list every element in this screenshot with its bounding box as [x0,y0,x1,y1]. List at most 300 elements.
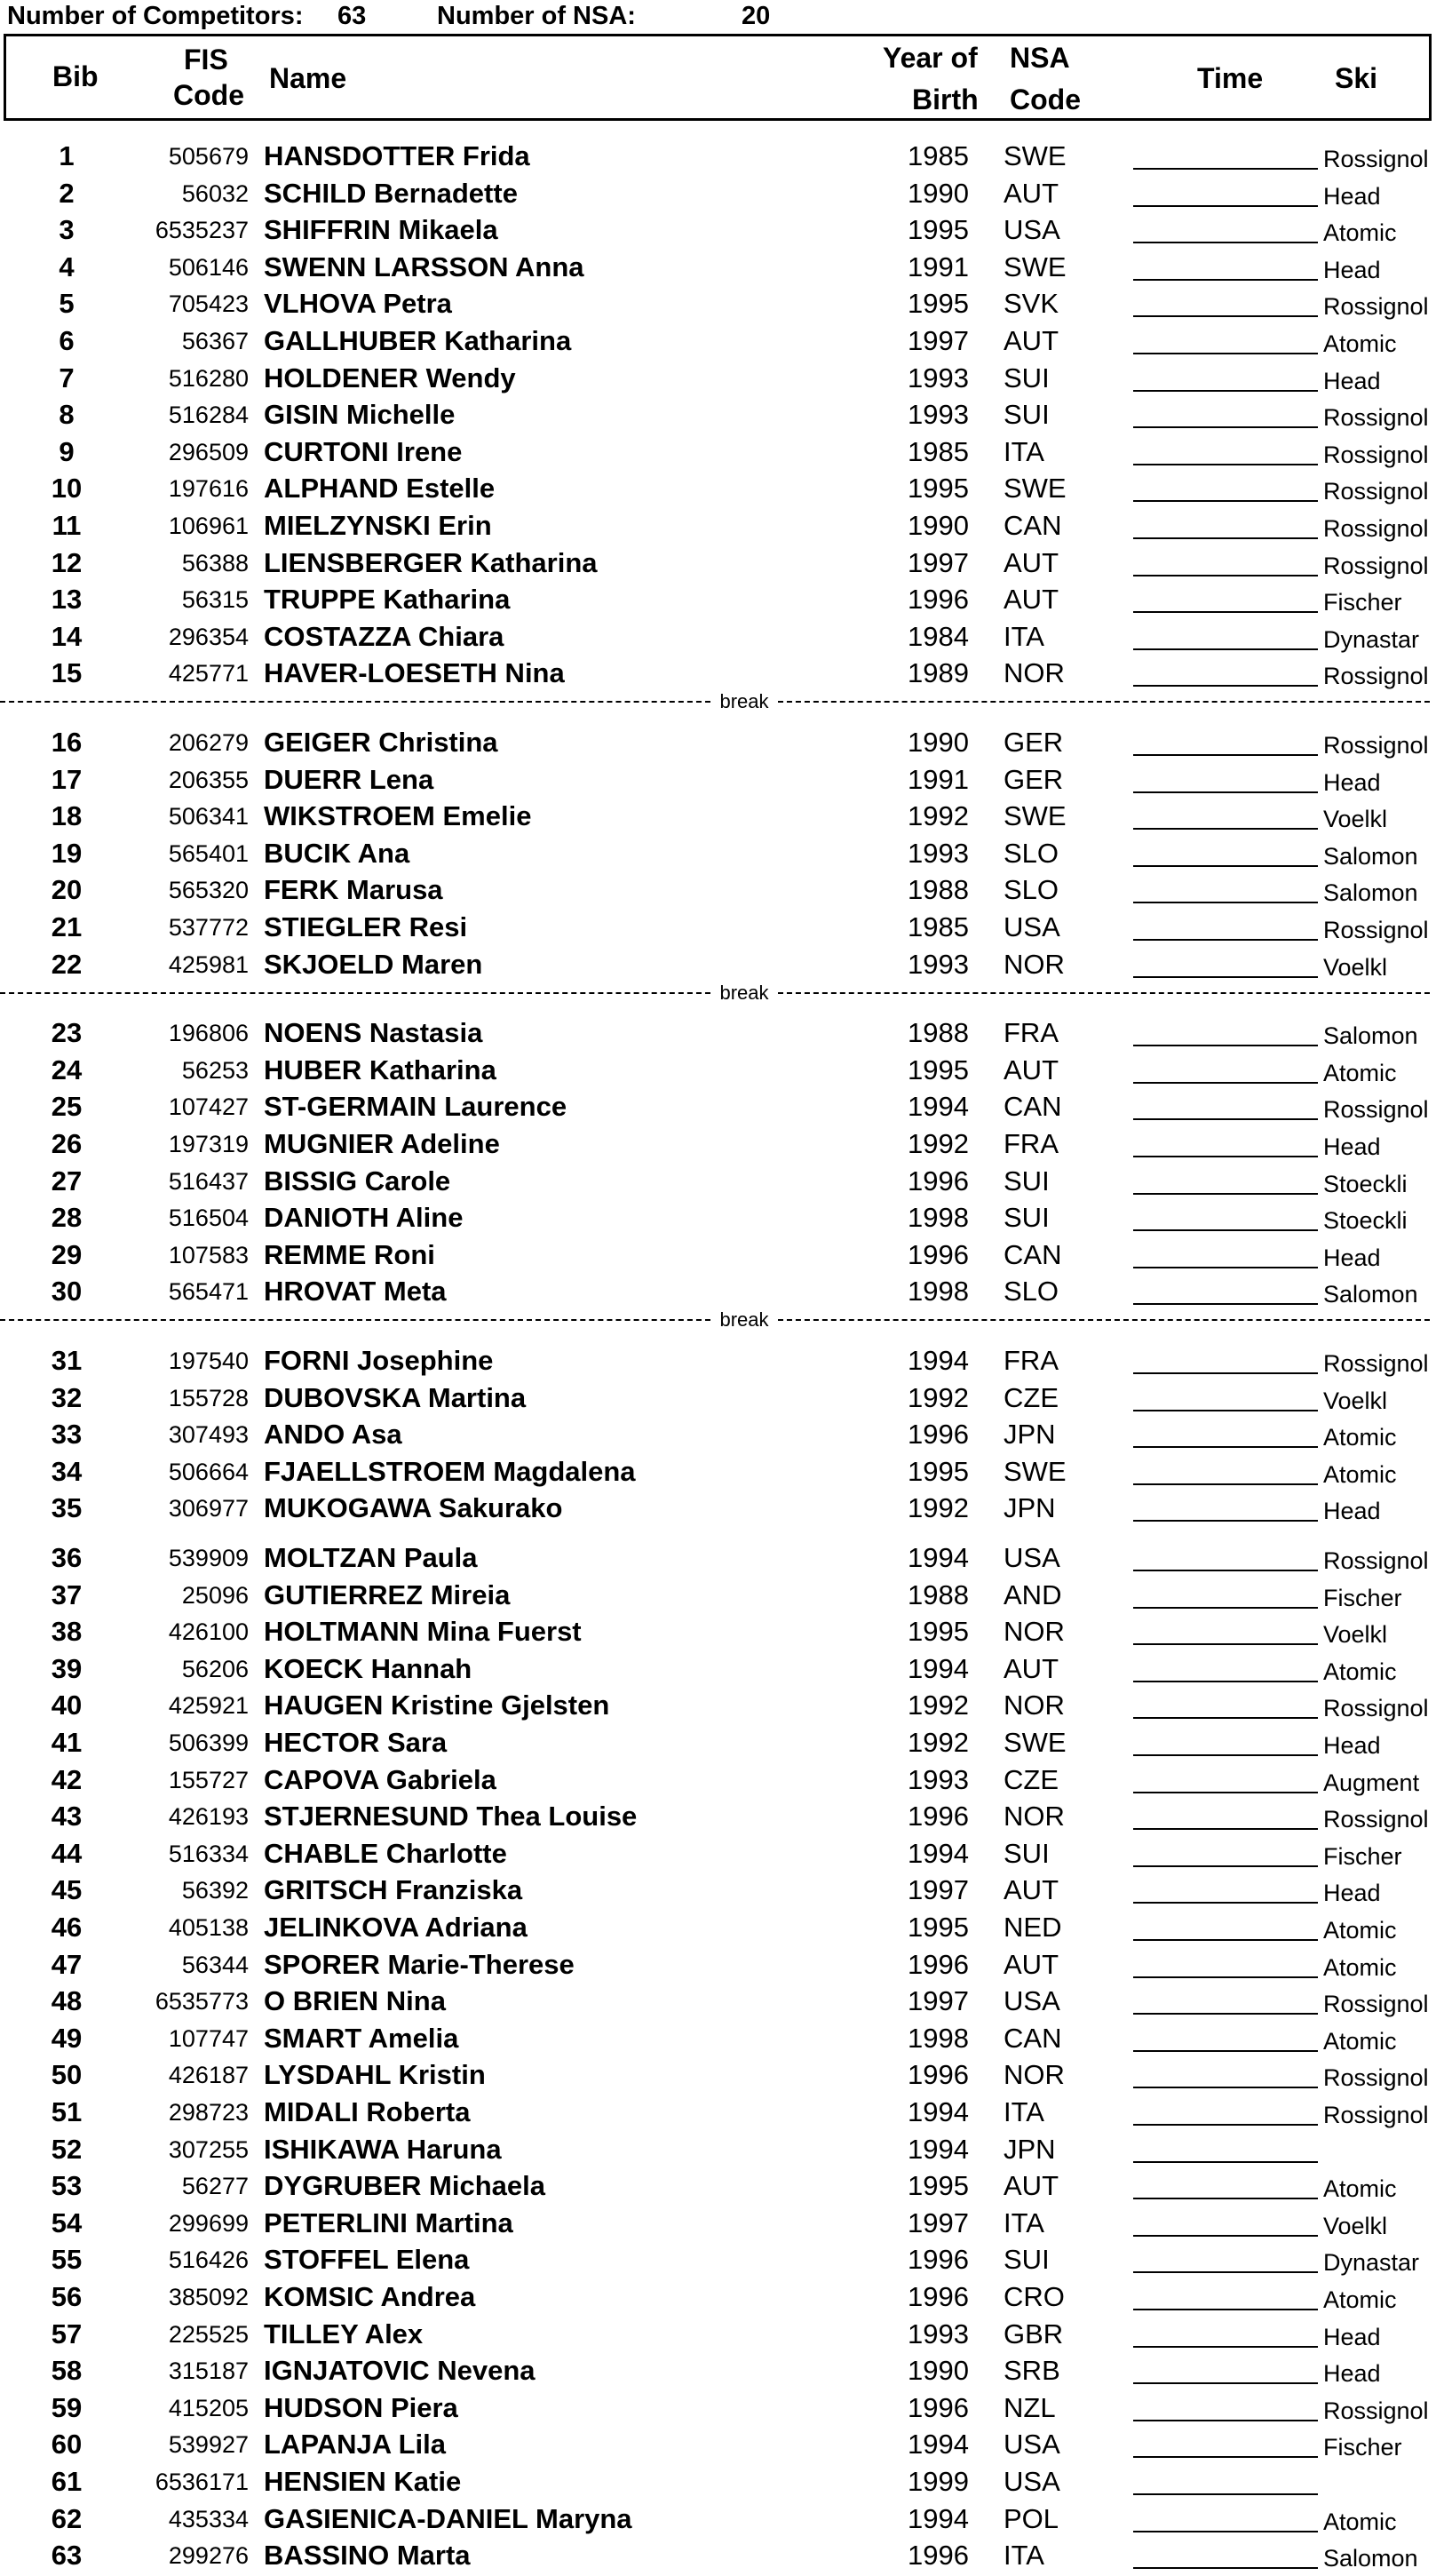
year-of-birth: 1985 [908,435,969,467]
column-name: Name [269,62,347,94]
year-of-birth: 1991 [908,763,969,795]
time-entry-line [1133,2013,1318,2015]
ski-brand: Stoeckli [1323,1170,1408,1197]
year-of-birth: 1985 [908,911,969,942]
time-entry-line [1133,1976,1318,1978]
competitor-row [0,434,1444,470]
year-of-birth: 1984 [908,620,969,652]
competitor-row [0,2132,1444,2167]
time-entry-line [1133,575,1318,576]
year-of-birth: 1992 [908,1727,969,1758]
time-entry-line [1133,2198,1318,2199]
nsa-code: USA [1004,2466,1060,2497]
fis-code: 197616 [168,475,249,503]
fis-code: 506664 [168,1458,249,1485]
competitor-row [0,1762,1444,1798]
competitor-row [0,1343,1444,1379]
time-entry-line [1133,205,1318,207]
ski-brand: Head [1323,1880,1381,1907]
ski-brand: Rossignol [1323,917,1429,943]
competitor-row [0,1614,1444,1650]
ski-brand: Atomic [1323,2508,1397,2535]
time-entry-line [1133,1681,1318,1682]
competitor-row [0,508,1444,544]
nsa-code: SUI [1004,1202,1050,1234]
year-of-birth: 1994 [908,1542,969,1573]
bib-number: 25 [51,1091,83,1123]
ski-brand: Stoeckli [1323,1207,1408,1235]
bib-number: 46 [51,1912,83,1943]
nsa-code: AUT [1004,1874,1059,1906]
fis-code: 516504 [168,1205,249,1232]
nsa-code: NZL [1004,2391,1056,2423]
break-dashed-line-left [0,992,710,994]
fis-code: 107583 [168,1241,249,1268]
fis-code: 539927 [168,2431,249,2459]
fis-code: 505679 [168,143,249,170]
nsa-code: SWE [1004,1455,1067,1487]
year-of-birth: 1992 [908,1690,969,1721]
bib-number: 62 [51,2502,83,2534]
bib-number: 29 [51,1238,83,1270]
competitor-name: CHABLE Charlotte [264,1837,507,1869]
break-dashed-line-right [778,701,1430,703]
bib-number: 5 [59,288,75,320]
ski-brand: Rossignol [1323,2397,1429,2424]
year-of-birth: 1993 [908,362,969,394]
nsa-code: NOR [1004,2059,1065,2091]
nsa-code: CAN [1004,510,1062,541]
year-of-birth: 1994 [908,1091,969,1123]
nsa-code: GBR [1004,2318,1064,2349]
competitor-name: FORNI Josephine [264,1345,494,1376]
fis-code: 298723 [168,2099,249,2126]
year-of-birth: 1996 [908,2391,969,2423]
competitor-name: GRITSCH Franziska [264,1874,523,1906]
break-label: break [719,981,769,1004]
fis-code: 415205 [168,2394,249,2421]
fis-code: 307255 [168,2135,249,2163]
nsa-code: SRB [1004,2355,1060,2387]
nsa-count-value: 20 [742,2,771,30]
time-entry-line [1133,2309,1318,2310]
competitors-count-value: 63 [337,2,367,30]
bib-number: 31 [51,1345,83,1376]
bib-number: 12 [51,546,83,578]
column-ski: Ski [1335,62,1378,94]
bib-number: 35 [51,1492,83,1524]
competitor-name: HANSDOTTER Frida [264,140,530,171]
bib-number: 47 [51,1948,83,1980]
bib-number: 58 [51,2355,83,2387]
competitor-name: MIDALI Roberta [264,2096,471,2127]
time-entry-line [1133,168,1318,170]
fis-code: 56392 [181,1877,249,1904]
fis-code: 516280 [168,364,249,392]
competitor-name: HUDSON Piera [264,2391,458,2423]
column-nsa-line1: NSA [1010,42,1070,74]
fis-code: 705423 [168,290,249,318]
competitor-name: KOMSIC Andrea [264,2281,476,2312]
time-entry-line [1133,1902,1318,1904]
nsa-code: AUT [1004,1948,1059,1980]
time-entry-line [1133,242,1318,243]
year-of-birth: 1997 [908,1874,969,1906]
fis-code: 196806 [168,1020,249,1047]
year-of-birth: 1996 [908,1948,969,1980]
competitor-name: TRUPPE Katharina [264,584,511,616]
year-of-birth: 1996 [908,2281,969,2312]
time-entry-line [1133,1865,1318,1867]
competitor-row [0,872,1444,908]
competitor-row [0,361,1444,396]
bib-number: 55 [51,2244,83,2276]
fis-code: 56032 [181,179,249,207]
bib-number: 14 [51,620,83,652]
ski-brand: Rossignol [1323,146,1429,172]
break-dashed-line-right [778,1319,1430,1321]
competitor-name: IGNJATOVIC Nevena [264,2355,536,2387]
ski-brand: Atomic [1323,1059,1397,1086]
bib-number: 59 [51,2391,83,2423]
competitor-row [0,1274,1444,1309]
competitor-row [0,2538,1444,2573]
competitor-row [0,286,1444,322]
competitor-name: GALLHUBER Katharina [264,325,572,356]
nsa-code: USA [1004,911,1060,942]
nsa-code: SLO [1004,1276,1059,1308]
nsa-code: SVK [1004,288,1059,320]
competitor-row [0,725,1444,760]
nsa-code: JPN [1004,1419,1056,1451]
fis-code: 565471 [168,1278,249,1306]
competitor-row [0,1651,1444,1687]
competitor-name: BUCIK Ana [264,837,410,869]
ski-brand: Head [1323,1732,1381,1759]
competitor-name: BISSIG Carole [264,1165,451,1197]
bib-number: 57 [51,2318,83,2349]
year-of-birth: 1996 [908,584,969,616]
nsa-code: ITA [1004,2206,1044,2238]
year-of-birth: 1994 [908,2133,969,2165]
ski-brand: Voelkl [1323,2212,1388,2239]
competitor-name: ALPHAND Estelle [264,473,496,505]
competitor-row [0,176,1444,211]
competitor-name: MIELZYNSKI Erin [264,510,492,541]
year-of-birth: 1995 [908,1455,969,1487]
year-of-birth: 1996 [908,1801,969,1833]
competitor-name: LIENSBERGER Katharina [264,546,598,578]
nsa-code: SUI [1004,1837,1050,1869]
column-yob-line2: Birth [912,83,979,115]
year-of-birth: 1994 [908,2096,969,2127]
competitor-name: DUBOVSKA Martina [264,1381,527,1413]
year-of-birth: 1996 [908,1238,969,1270]
time-entry-line [1133,1792,1318,1793]
ski-brand: Voelkl [1323,806,1388,833]
bib-number: 8 [59,399,75,431]
ski-brand: Atomic [1323,1658,1397,1685]
competitor-name: SMART Amelia [264,2022,459,2054]
ski-brand: Rossignol [1323,1695,1429,1722]
competitor-row [0,1947,1444,1983]
fis-code: 56253 [181,1056,249,1084]
competitor-name: LAPANJA Lila [264,2429,446,2461]
fis-code: 425981 [168,950,249,978]
competitor-row [0,545,1444,581]
ski-brand: Voelkl [1323,1387,1388,1414]
ski-brand: Rossignol [1323,1096,1429,1124]
ski-brand: Atomic [1323,330,1397,357]
competitor-name: HECTOR Sara [264,1727,448,1758]
year-of-birth: 1994 [908,1345,969,1376]
ski-brand: Head [1323,256,1381,283]
competitor-name: KOECK Hannah [264,1652,472,1684]
year-of-birth: 1993 [908,2318,969,2349]
nsa-code: AND [1004,1578,1062,1610]
competitor-row [0,2353,1444,2389]
competitor-row [0,397,1444,433]
competitor-row [0,1540,1444,1576]
nsa-code: ITA [1004,2096,1044,2127]
competitor-name: LYSDAHL Kristin [264,2059,486,2091]
time-entry-line [1133,1229,1318,1231]
ski-brand: Rossignol [1323,478,1429,505]
bib-number: 61 [51,2466,83,2497]
competitor-name: HAVER-LOESETH Nina [264,657,565,689]
ski-brand: Voelkl [1323,953,1388,981]
fis-code: 206355 [168,766,249,793]
bib-number: 33 [51,1419,83,1451]
time-entry-line [1133,754,1318,756]
time-entry-line [1133,2531,1318,2532]
year-of-birth: 1996 [908,1419,969,1451]
competitor-name: ISHIKAWA Haruna [264,2133,502,2165]
year-of-birth: 1998 [908,1202,969,1234]
fis-code: 537772 [168,914,249,941]
competitor-row [0,1799,1444,1834]
competitor-row [0,2464,1444,2500]
ski-brand: Head [1323,367,1381,394]
ski-brand: Head [1323,1133,1381,1160]
ski-brand: Dynastar [1323,2249,1420,2277]
time-entry-line [1133,791,1318,793]
year-of-birth: 1996 [908,2540,969,2572]
bib-number: 7 [59,362,75,394]
nsa-code: SLO [1004,837,1059,869]
bib-number: 6 [59,325,75,356]
bib-number: 28 [51,1202,83,1234]
competitor-row [0,1454,1444,1490]
competitor-name: ST-GERMAIN Laurence [264,1091,567,1123]
column-time: Time [1197,62,1264,94]
fis-code: 56315 [181,586,249,614]
year-of-birth: 1993 [908,1763,969,1795]
competitor-row [0,212,1444,248]
year-of-birth: 1997 [908,2206,969,2238]
competitor-row [0,1417,1444,1452]
ski-brand: Atomic [1323,1953,1397,1981]
competitor-name: MUGNIER Adeline [264,1128,500,1159]
fis-code: 539909 [168,1545,249,1571]
fis-code: 225525 [168,2320,249,2348]
nsa-code: SWE [1004,800,1067,832]
ski-brand: Fischer [1323,1842,1402,1870]
ski-brand: Dynastar [1323,625,1420,653]
year-of-birth: 1998 [908,2022,969,2054]
nsa-code: ITA [1004,435,1044,467]
year-of-birth: 1993 [908,948,969,980]
competitor-name: REMME Roni [264,1238,435,1270]
competitor-name: JELINKOVA Adriana [264,1912,528,1943]
nsa-code: AUT [1004,1053,1059,1085]
fis-code: 6536171 [155,2469,249,2495]
competitor-row [0,2242,1444,2278]
nsa-count-label: Number of NSA: [437,2,636,30]
bib-number: 9 [59,435,75,467]
fis-code: 506146 [168,253,249,281]
fis-code: 197319 [168,1131,249,1157]
year-of-birth: 1996 [908,2244,969,2276]
fis-code: 385092 [168,2284,249,2310]
year-of-birth: 1997 [908,546,969,578]
competitor-name: TILLEY Alex [264,2318,424,2349]
competitor-row [0,1015,1444,1051]
competitor-row [0,323,1444,359]
ski-brand: Rossignol [1323,732,1429,759]
time-entry-line [1133,1446,1318,1448]
fis-code: 56367 [181,328,249,354]
fis-code: 565401 [168,839,249,867]
competitor-name: GASIENICA-DANIEL Maryna [264,2502,632,2534]
nsa-code: FRA [1004,1128,1059,1159]
competitor-name: PETERLINI Martina [264,2206,513,2238]
ski-brand: Head [1323,1244,1381,1271]
competitor-name: CURTONI Irene [264,435,463,467]
ski-brand: Rossignol [1323,1547,1429,1574]
ski-brand: Rossignol [1323,515,1429,542]
ski-brand: Head [1323,182,1381,210]
fis-code: 197540 [168,1348,249,1374]
nsa-code: USA [1004,214,1060,246]
bib-number: 15 [51,657,83,689]
year-of-birth: 1999 [908,2466,969,2497]
competitor-name: DUERR Lena [264,763,434,795]
column-fis-code-line2: Code [173,79,244,111]
bib-number: 60 [51,2429,83,2461]
nsa-code: SWE [1004,250,1067,282]
bib-number: 13 [51,584,83,616]
competitor-row [0,1053,1444,1088]
competitor-row [0,582,1444,617]
competitor-name: GEIGER Christina [264,727,498,758]
year-of-birth: 1995 [908,473,969,505]
year-of-birth: 1995 [908,2170,969,2202]
nsa-code: CZE [1004,1381,1059,1413]
bib-number: 39 [51,1652,83,1684]
competitor-name: HOLDENER Wendy [264,362,516,394]
fis-code: 299699 [168,2209,249,2237]
ski-brand: Atomic [1323,2027,1397,2055]
competitor-row [0,2279,1444,2315]
fis-code: 307493 [168,1421,249,1449]
time-entry-line [1133,2456,1318,2458]
time-entry-line [1133,865,1318,867]
competitor-name: BASSINO Marta [264,2540,471,2572]
bib-number: 52 [51,2133,83,2165]
ski-brand: Salomon [1323,879,1418,907]
time-entry-line [1133,1939,1318,1941]
fis-code: 315187 [168,2357,249,2385]
year-of-birth: 1988 [908,1578,969,1610]
bib-number: 38 [51,1616,83,1648]
nsa-code: NOR [1004,1801,1065,1833]
competitor-row [0,619,1444,655]
competitor-name: SPORER Marie-Therese [264,1948,575,1980]
nsa-code: FRA [1004,1345,1059,1376]
bib-number: 42 [51,1763,83,1795]
fis-code: 56344 [181,1951,249,1978]
time-entry-line [1133,902,1318,903]
nsa-code: NED [1004,1912,1062,1943]
fis-code: 435334 [168,2505,249,2532]
time-entry-line [1133,1303,1318,1305]
nsa-code: CZE [1004,1763,1059,1795]
column-yob-line1: Year of [883,42,978,74]
competitor-name: HOLTMANN Mina Fuerst [264,1616,582,1648]
bib-number: 3 [59,214,75,246]
nsa-code: AUT [1004,177,1059,209]
time-entry-line [1133,648,1318,650]
nsa-code: USA [1004,1985,1060,2017]
time-entry-line [1133,1372,1318,1374]
nsa-code: SUI [1004,1165,1050,1197]
competitor-row [0,910,1444,945]
competitor-row [0,1872,1444,1908]
year-of-birth: 1998 [908,1276,969,1308]
year-of-birth: 1993 [908,837,969,869]
time-entry-line [1133,1643,1318,1645]
ski-brand: Atomic [1323,1917,1397,1944]
time-entry-line [1133,426,1318,428]
year-of-birth: 1990 [908,510,969,541]
year-of-birth: 1990 [908,727,969,758]
fis-code: 6535237 [155,217,249,244]
bib-number: 50 [51,2059,83,2091]
ski-brand: Head [1323,2323,1381,2350]
competitor-row [0,1725,1444,1761]
fis-code: 565320 [168,877,249,904]
year-of-birth: 1994 [908,2429,969,2461]
fis-code: 516426 [168,2246,249,2274]
time-entry-line [1133,1570,1318,1571]
bib-number: 32 [51,1381,83,1413]
break-separator [0,691,1444,712]
bib-number: 41 [51,1727,83,1758]
nsa-code: SWE [1004,473,1067,505]
break-dashed-line-left [0,1319,710,1321]
competitor-row [0,2501,1444,2537]
column-bib: Bib [52,60,99,92]
fis-code: 106961 [168,513,249,539]
time-entry-line [1133,1267,1318,1268]
ski-brand: Salomon [1323,1022,1418,1050]
time-entry-line [1133,1483,1318,1485]
year-of-birth: 1992 [908,1381,969,1413]
competitor-row [0,2057,1444,2093]
competitor-name: SWENN LARSSON Anna [264,250,584,282]
competitor-row [0,2206,1444,2241]
